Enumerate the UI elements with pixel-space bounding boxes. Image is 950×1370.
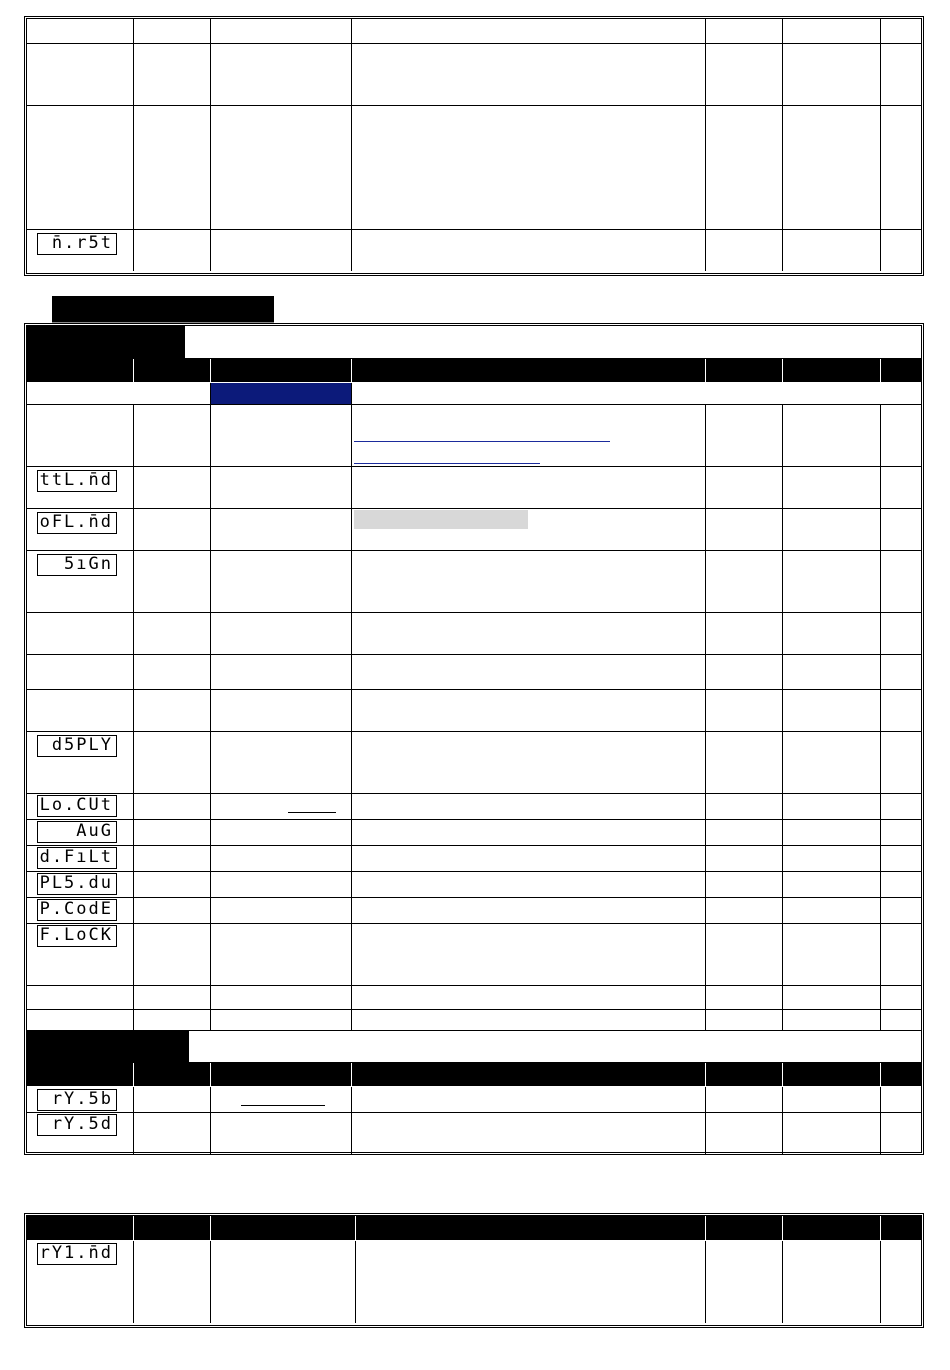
hyperlink-underline[interactable] [354, 463, 540, 464]
table-row [27, 508, 921, 550]
lcd-code-dfilt: d.FıLt [37, 847, 117, 869]
lcd-code-nrst: n̄.r5t [37, 233, 117, 255]
lcd-code-pcode: P.CodE [37, 899, 117, 921]
table-header [27, 1062, 921, 1086]
lcd-code-ttlnd: ttL.n̄d [37, 470, 117, 492]
lcd-code-oflnd: oFL.n̄d [37, 512, 117, 534]
table-row [27, 897, 921, 923]
table-row [27, 466, 921, 508]
table-row [27, 923, 921, 985]
hyperlink-underline[interactable] [354, 441, 610, 442]
lcd-code-dsply: d5PLY [37, 735, 117, 757]
underline-mark [241, 1105, 325, 1106]
table-row [27, 229, 921, 271]
table-row [27, 793, 921, 819]
table-row [27, 985, 921, 1009]
section-title-bar [52, 296, 274, 324]
group-banner-row [27, 1030, 921, 1062]
table-header [27, 1216, 921, 1240]
table-row [27, 550, 921, 612]
table-row [27, 43, 921, 105]
table-row [27, 871, 921, 897]
table-row [27, 382, 921, 404]
table-header [27, 358, 921, 382]
table-row [27, 1112, 921, 1154]
table-row [27, 731, 921, 793]
table-row [27, 845, 921, 871]
table-row [27, 819, 921, 845]
parameter-table-bottom [26, 1215, 922, 1326]
table-row [27, 1086, 921, 1112]
group-banner [27, 326, 185, 358]
table-row [27, 654, 921, 689]
table-row [27, 1240, 921, 1323]
lcd-code-plsdu: PL5.du [37, 873, 117, 895]
lcd-code-locut: Lo.CUt [37, 795, 117, 817]
selected-value-highlight [211, 383, 351, 404]
group-banner [27, 1031, 189, 1062]
lcd-code-ry1nd: rY1.n̄d [37, 1243, 117, 1265]
lcd-code-avg: AuG [37, 821, 117, 843]
lcd-code-sign: 5ıGn [37, 554, 117, 576]
parameter-table-main [26, 325, 922, 1153]
lcd-code-flock: F.LoCK [37, 925, 117, 947]
lcd-code-ry5b: rY.5b [37, 1089, 117, 1111]
parameter-table-top [26, 18, 922, 274]
table-row [27, 1009, 921, 1030]
shaded-cell [354, 510, 528, 529]
underline-mark [288, 812, 336, 813]
table-row [27, 689, 921, 731]
table-row [27, 404, 921, 466]
table-row [27, 19, 921, 43]
table-row [27, 105, 921, 229]
table-row [27, 612, 921, 654]
group-banner-row [27, 326, 921, 358]
lcd-code-ry5d: rY.5d [37, 1114, 117, 1136]
